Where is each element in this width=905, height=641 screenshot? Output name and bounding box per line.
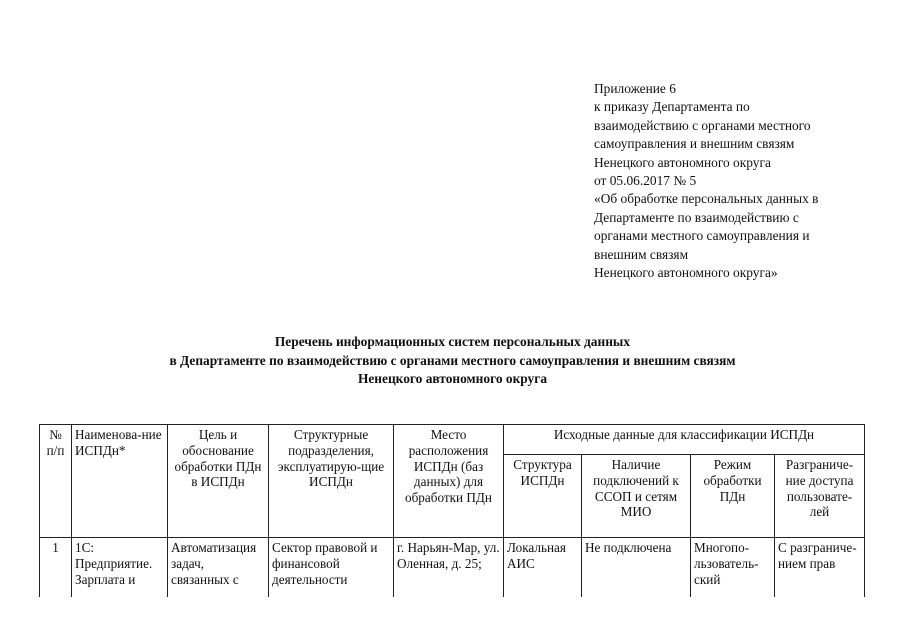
title-line: в Департаменте по взаимодействию с органами местного самоуправления и внешним связям	[169, 352, 736, 368]
cell-units: Сектор правовой и финансовой деятельности	[269, 538, 394, 613]
appendix-line: самоуправления и внешним связям	[594, 136, 795, 152]
title-line: Ненецкого автономного округа	[357, 371, 548, 387]
appendix-line: Ненецкого автономного округа»	[594, 265, 778, 281]
header-mode: Режим обработки ПДн	[691, 455, 775, 538]
appendix-header	[594, 80, 894, 282]
appendix-line: Департаменте по взаимодействию с	[594, 209, 799, 225]
appendix-line: внешним связям	[594, 246, 689, 262]
appendix-line: к приказу Департамента по	[594, 99, 750, 115]
appendix-line: Ненецкого автономного округа	[594, 154, 771, 170]
appendix-line: органами местного самоуправления и	[594, 228, 810, 244]
cell-num: 1	[40, 538, 72, 613]
header-units: Структурные подразделения, эксплуатирую-щие ИСПДн	[269, 425, 394, 538]
ispdn-table	[39, 424, 865, 613]
header-structure: Структура ИСПДн	[504, 455, 582, 538]
appendix-line: от 05.06.2017 № 5	[594, 173, 697, 189]
header-num: № п/п	[40, 425, 72, 538]
cell-access: С разграниче-нием прав	[775, 538, 865, 613]
cell-structure: Локальная АИС	[504, 538, 582, 613]
header-location: Место расположения ИСПДн (баз данных) для обработки ПДн	[394, 425, 504, 538]
header-access: Разграниче-ние доступа пользовате-лей	[775, 455, 865, 538]
title-line: Перечень информационных систем персональных данных	[274, 334, 631, 349]
cell-connections: Не подключена	[582, 538, 691, 613]
cell-purpose: Автоматизация задач, связанных с	[168, 538, 269, 613]
header-connections: Наличие подключений к ССОП и сетям МИО	[582, 455, 691, 538]
cell-mode: Многопо-льзователь-ский	[691, 538, 775, 613]
cell-location: г. Нарьян-Мар, ул. Оленная, д. 25;	[394, 538, 504, 613]
cell-name: 1С: Предприятие. Зарплата и	[72, 538, 168, 613]
appendix-line: Приложение 6	[594, 81, 676, 96]
document-title	[0, 333, 905, 389]
page-cut-mask	[39, 597, 870, 641]
header-name: Наименова-ние ИСПДн*	[72, 425, 168, 538]
header-purpose: Цель и обоснование обработки ПДн в ИСПДн	[168, 425, 269, 538]
header-source-group: Исходные данные для классификации ИСПДн	[504, 425, 865, 455]
appendix-line: «Об обработке персональных данных в	[594, 191, 819, 207]
appendix-line: взаимодействию с органами местного	[594, 117, 811, 133]
